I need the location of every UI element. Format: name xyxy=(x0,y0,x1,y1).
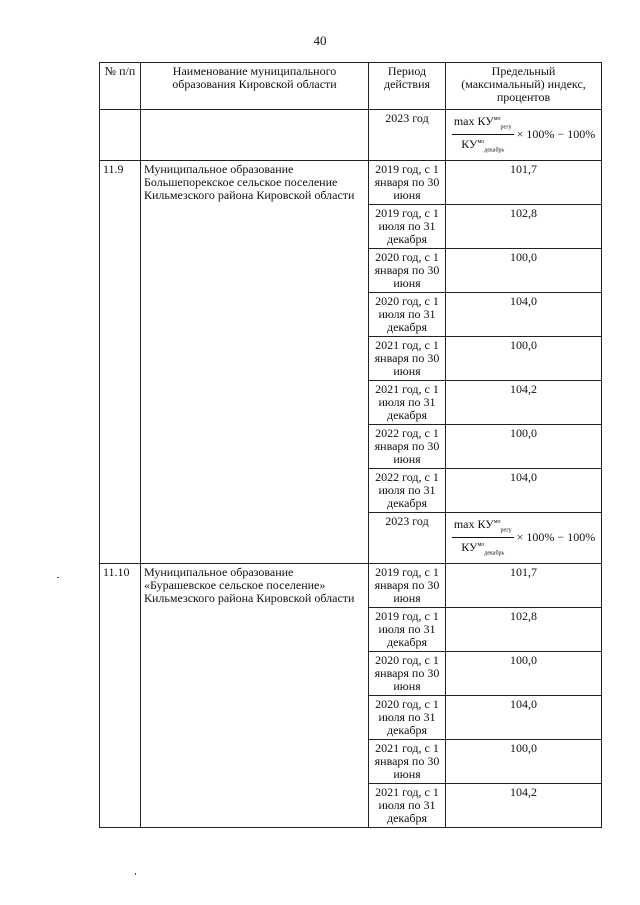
formula-cell xyxy=(446,110,602,161)
entry-number: 11.9 xyxy=(100,160,141,563)
period-cell: 2020 год, с 1 января по 30 июня xyxy=(369,248,446,292)
scan-speck xyxy=(135,873,136,875)
period-cell: 2023 год xyxy=(369,512,446,563)
header-period: Период действия xyxy=(369,63,446,110)
index-value: 102,8 xyxy=(446,204,602,248)
index-value: 104,2 xyxy=(446,783,602,827)
index-value: 100,0 xyxy=(446,739,602,783)
index-value: 100,0 xyxy=(446,651,602,695)
index-value: 100,0 xyxy=(446,248,602,292)
period-cell: 2020 год, с 1 июля по 31 декабря xyxy=(369,695,446,739)
period-cell: 2021 год, с 1 июля по 31 декабря xyxy=(369,783,446,827)
period-cell: 2020 год, с 1 января по 30 июня xyxy=(369,651,446,695)
index-value: 104,0 xyxy=(446,468,602,512)
formula-denominator: $КУ^{мо}_{декабрь}$ xyxy=(461,137,505,154)
table-row xyxy=(100,160,602,204)
formula-denominator: $КУ^{мо}_{декабрь}$ xyxy=(461,540,505,557)
index-value: 101,7 xyxy=(446,160,602,204)
period-cell: 2022 год, с 1 июля по 31 декабря xyxy=(369,468,446,512)
tariff-index-table xyxy=(99,62,602,828)
index-value: 100,0 xyxy=(446,336,602,380)
page-number: 40 xyxy=(313,33,327,48)
index-value: 104,0 xyxy=(446,292,602,336)
period-cell: 2023 год xyxy=(369,110,446,161)
continuation-row xyxy=(100,110,602,161)
formula-fraction xyxy=(452,515,514,561)
index-value: 104,2 xyxy=(446,380,602,424)
index-value: 101,7 xyxy=(446,563,602,607)
period-cell: 2019 год, с 1 января по 30 июня xyxy=(369,160,446,204)
index-value: 104,0 xyxy=(446,695,602,739)
header-name: Наименование муниципального образования Кировской области xyxy=(141,63,369,110)
period-cell: 2021 год, с 1 июля по 31 декабря xyxy=(369,380,446,424)
period-cell: 2020 год, с 1 июля по 31 декабря xyxy=(369,292,446,336)
period-cell: 2019 год, с 1 июля по 31 декабря xyxy=(369,204,446,248)
table-row xyxy=(100,563,602,607)
index-value: 100,0 xyxy=(446,424,602,468)
index-value: 102,8 xyxy=(446,607,602,651)
continuation-num xyxy=(100,110,141,161)
formula-tail: × 100% − 100% xyxy=(516,127,596,142)
table-body xyxy=(100,110,602,828)
formula-fraction xyxy=(452,112,514,158)
index-formula xyxy=(452,515,595,561)
period-cell: 2021 год, с 1 января по 30 июня xyxy=(369,739,446,783)
municipality-name: Муниципальное образование Большепорекское сельское поселение Кильмезского района Кировской области xyxy=(141,160,369,563)
continuation-name xyxy=(141,110,369,161)
header-num: № п/п xyxy=(100,63,141,110)
period-cell: 2019 год, с 1 января по 30 июня xyxy=(369,563,446,607)
period-cell: 2019 год, с 1 июля по 31 декабря xyxy=(369,607,446,651)
formula-cell xyxy=(446,512,602,563)
municipality-name: Муниципальное образование «Бурашевское сельское поселение» Кильмезского района Кировской области xyxy=(141,563,369,827)
formula-numerator: $\max КУ^{мо}_{регу}$ xyxy=(452,515,514,538)
period-cell: 2021 год, с 1 января по 30 июня xyxy=(369,336,446,380)
entry-number: 11.10 xyxy=(100,563,141,827)
formula-numerator: $\max КУ^{мо}_{регу}$ xyxy=(452,112,514,135)
table-header-row xyxy=(100,63,602,110)
header-index: Предельный (максимальный) индекс, процентов xyxy=(446,63,602,110)
formula-tail: × 100% − 100% xyxy=(516,530,596,545)
index-formula xyxy=(452,112,595,158)
scan-speck xyxy=(57,577,59,578)
period-cell: 2022 год, с 1 января по 30 июня xyxy=(369,424,446,468)
